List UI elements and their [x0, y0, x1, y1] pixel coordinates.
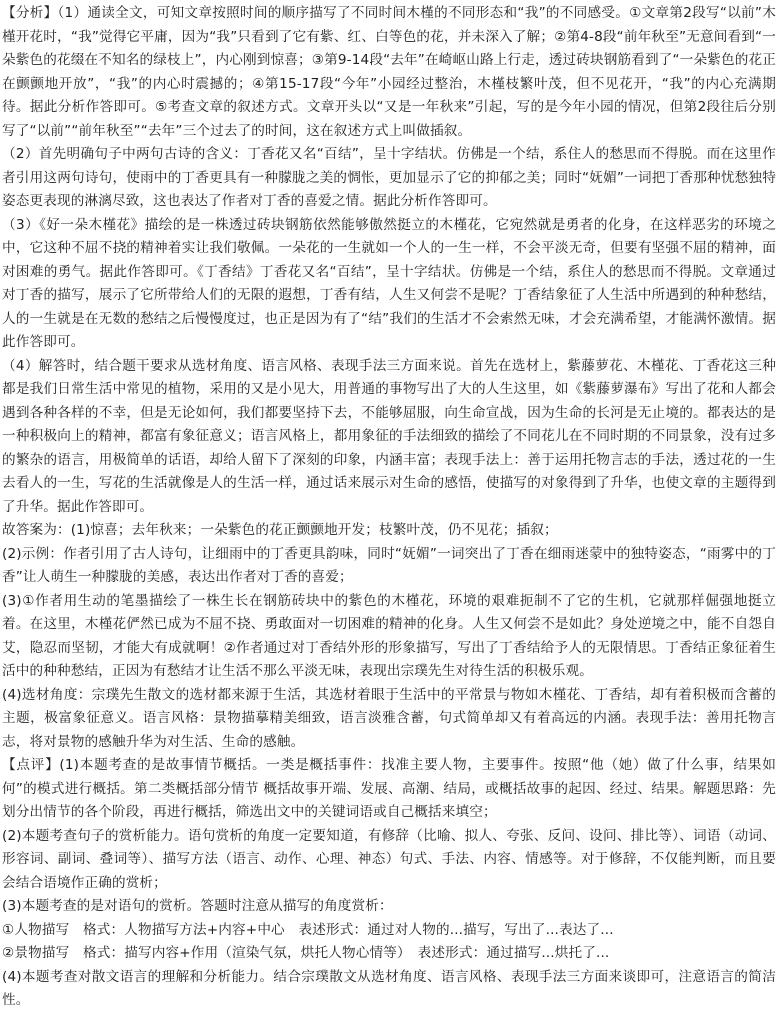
- analysis-paragraph-2: （2）首先明确句子中两句古诗的含义：丁香花又名“百结”，呈十字结状。仿佛是一个结，系住人的愁思而不得脱。而在这里作者引用这两句诗句，使雨中的丁香更具有一种朦胧之美的惆怅，更加显示了它的抑郁之美；同时“妩媚”一词把丁香那种忧愁独特姿态更表现的淋漓尽致，这也表达了作者对丁香的喜爱之情。据此分析作答即可。: [2, 146, 776, 209]
- answer-intro: 故答案为：(1)惊喜；去年秋来；一朵紫色的花正颤颤地开发；枝繁叶茂，仍不见花；插叙；: [2, 522, 558, 538]
- answer-item-3: (3)①作者用生动的笔墨描绘了一株生长在钢筋砖块中的紫色的木槿花，环境的艰难扼制不了它的生机，它就那样倔强地挺立着。在这里，木槿花俨然已成为不屈不挠、勇敢面对一切困难的精神的化身。人生又何尝不是如此？身处逆境之中，能不自怨自艾，隐忍而坚韧，才能大有成就啊！②作者通过对丁香结外形的形象描写，写出了丁香结给予人的无限情思。丁香结正象征着生活中的种种愁结，正因为有愁结才让生活不那么平淡无味，表现出宗璞先生对待生活的积极乐观。: [2, 592, 776, 679]
- analysis-paragraph-1: 【分析】（1）通读全文，可知文章按照时间的顺序描写了不同时间木槿的不同形态和“我”的不同感受。①文章第2段写“以前”木槿开花时，“我”觉得它平庸，因为“我”只看到了它有紫、红、白等色的花，并未深入了解；②第4-8段“前年秋至”无意间看到“一朵紫色的花缀在不知名的绿枝上”，内心刚到惊喜；③第9-14段“去年”在崎岖山路上行走，透过砖块钢筋看到了“一朵紫色的花正在颤颤地开放”，“我”的内心时震撼的；④第15-17段“今年”小园经过整治，木槿枝繁叶茂，但不见花开，“我”的内心充满期待。据此分析作答即可。⑤考查文章的叙述方式。文章开头以“又是一年秋来”引起，写的是今年小园的情况，但第2段往后分别写了“以前”“前年秋至”“去年”三个过去了的时间，这在叙述方式上叫做插叙。: [2, 5, 776, 139]
- comment-character-description: ①人物描写 格式：人物描写方法+内容+中心 表述形式：通过对人物的...描写，写出了...表达了...: [2, 921, 614, 938]
- analysis-paragraph-3: （3）《好一朵木槿花》描绘的是一株透过砖块钢筋依然能够傲然挺立的木槿花，它宛然就是勇者的化身，在这样恶劣的环境之中，它这种不屈不挠的精神着实让我们敬佩。一朵花的一生就如一个人的一生一样，不会平淡无奇，但要有坚强不屈的精神，面对困难的勇气。据此作答即可。《丁香结》丁香花又名“百结”，呈十字结状。仿佛是一个结，系住人的愁思而不得脱。文章通过对丁香的描写，展示了它所带给人们的无限的遐想，丁香有结，人生又何尝不是呢？丁香结象征了人生活中所遇到的种种愁结，人的一生就是在无数的愁结之后慢慢度过，也正是因为有了“结”我们的生活才不会索然无味，才会充满希望，才能满怀激情。据此作答即可。: [2, 216, 776, 350]
- analysis-paragraph-4: （4）解答时，结合题干要求从选材角度、语言风格、表现手法三方面来说。首先在选材上，紫藤萝花、木槿花、丁香花这三种都是我们日常生活中常见的植物，采用的又是小见大，用普通的事物写出了大的人生这里，如《紫藤萝瀑布》写出了花和人都会遇到各种各样的不幸，但是无论如何，我们都要坚持下去，不能够屈服，向生命宣战，因为生命的长河是无止境的。都表达的是一种积极向上的精神，都富有象征意义；语言风格上，都用象征的手法细致的描绘了不同花儿在不同时期的不同景象，没有过多的繁杂的语言，用极简单的话语，却给人留下了深刻的印象，内涵丰富；表现手法上：善于运用托物言志的手法，透过花的一生去看人的一生，写花的生活就像是人的生活一样，通过话来展示对生命的感悟，使描写的对象得到了升华，也使文章的主题得到了升华。据此作答即可。: [2, 357, 776, 515]
- comment-scene-description: ②景物描写 格式：描写内容+作用（渲染气氛，烘托人物心情等） 表述形式：通过描写...烘托了...: [2, 945, 610, 961]
- comment-paragraph-4: (4)本题考查对散文语言的理解和分析能力。结合宗璞散文从选材角度、语言风格、表现手法三方面来谈即可，注意语言的简洁性。: [2, 968, 776, 1008]
- comment-paragraph-3: (3)本题考查的是对语句的赏析。答题时注意从描写的角度赏析：: [2, 898, 393, 914]
- answer-item-2: (2)示例：作者引用了古人诗句，让细雨中的丁香更具韵味，同时“妩媚”一词突出了丁香在细雨迷蒙中的独特姿态，“雨雾中的丁香”让人萌生一种朦胧的美感，表达出作者对丁香的喜爱；: [2, 545, 776, 585]
- comment-paragraph-2: (2)本题考查句子的赏析能力。语句赏析的角度一定要知道，有修辞（比喻、拟人、夸张、反问、设问、排比等）、词语（动词、形容词、副词、叠词等）、描写方法（语言、动作、心理、神态）句式、手法、内容、情感等。对于修辞，不仅能判断，而且要会结合语境作正确的赏析；: [2, 827, 776, 891]
- answer-item-4: (4)选材角度：宗璞先生散文的选材都来源于生活，其选材着眼于生活中的平常景与物如木槿花、丁香结，却有着积极而含蓄的主题，极富象征意义。语言风格：景物描摹精美细致，语言淡雅含蓄，句式简单却又有着高远的内涵。表现手法：善用托物言志，将对景物的感触升华为对生活、生命的感触。: [2, 686, 776, 750]
- comment-paragraph-1: 【点评】(1)本题考查的是故事情节概括。一类是概括事件：找准主要人物，主要事件。按照“他（她）做了什么事，结果如何”的模式进行概括。第二类概括部分情节 概括故事开端、发展、高潮、结局，或概括故事的起因、经过、结果。解题思路：先划分出情节的各个阶段，再进行概括，筛选出文中的关键词语或自己概括来填空；: [2, 757, 776, 820]
